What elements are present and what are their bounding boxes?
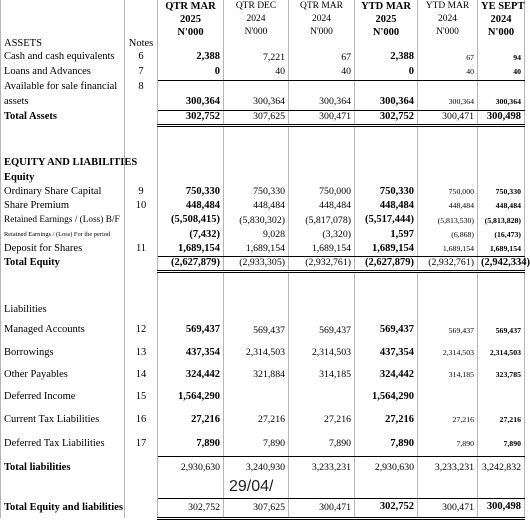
table-row: Deposit for Shares 11 1,689,154 1,689,154 1,689,154 1,689,154 1,689,154 1,689,154 xyxy=(1,242,525,256)
grand-total-row: Total Equity and liabilities 302,752 307,625 300,471 302,752 300,471 300,498 xyxy=(1,498,525,518)
cutoff-date-text: 29/04/ xyxy=(229,478,274,495)
section-heading-row xyxy=(1,155,525,171)
table-row: Deferred Tax Liabilities 17 7,890 7,890 7,890 7,890 7,890 7,890 xyxy=(1,432,525,456)
total-liabilities-row: Total liabilities 2,930,630 3,240,930 3,233,231 2,930,630 3,233,231 3,242,832 xyxy=(1,456,525,480)
equity-liabilities-heading: EQUITY AND LIABILITIES xyxy=(1,155,125,171)
table-row: Ordinary Share Capital 9 750,330 750,330 750,000 750,330 750,000 750,330 xyxy=(1,185,525,199)
column-header: QTR MAR 2025 N'000 xyxy=(158,0,224,50)
total-equity-row: Total Equity (2,627,879) (2,933,305) (2,932,761) (2,627,879) (2,932,761) (2,942,334) xyxy=(1,256,525,271)
table-row: Cash and cash equivalents 6 2,388 7,221 67 2,388 67 94 xyxy=(1,50,525,65)
table-row: Retained Earnings / (Loss) B/F (5,508,415) (5,830,302) (5,817,078) (5,517,444) (5,813,530) (5,813,828) xyxy=(1,213,525,228)
table-row: Other Payables 14 324,442 321,884 314,185 324,442 314,185 323,785 xyxy=(1,364,525,386)
table-row: Managed Accounts 12 569,437 569,437 569,437 569,437 569,437 569,437 xyxy=(1,319,525,342)
section-heading-row xyxy=(1,171,525,185)
table-row: Borrowings 13 437,354 2,314,503 2,314,503 437,354 2,314,503 2,314,503 xyxy=(1,342,525,364)
header-row xyxy=(1,0,525,50)
liabilities-heading: Liabilities xyxy=(1,301,125,319)
notes-heading: Notes xyxy=(125,0,158,50)
equity-subheading: Equity xyxy=(1,171,125,185)
column-header: YTD MAR 2025 N'000 xyxy=(355,0,418,50)
table-row: Retained Earnings / (Loss) For the period (7,432) 9,028 (3,320) 1,597 (6,868) (16,473) xyxy=(1,228,525,242)
table-row: Share Premium 10 448,484 448,484 448,484 448,484 448,484 448,484 xyxy=(1,199,525,213)
column-header: QTR MAR 2024 N'000 xyxy=(289,0,355,50)
section-heading-row xyxy=(1,301,525,319)
table-row: Deferred Income 15 1,564,290 1,564,290 xyxy=(1,386,525,408)
table-row: assets 300,364 300,364 300,364 300,364 300,364 300,364 xyxy=(1,94,525,110)
table-row: Available for sale financial 8 xyxy=(1,80,525,94)
column-header: QTR DEC 2024 N'000 xyxy=(224,0,289,50)
table-row: Current Tax Liabilities 16 27,216 27,216 27,216 27,216 27,216 27,216 xyxy=(1,408,525,432)
total-assets-row: Total Assets 302,752 307,625 300,471 302,752 300,471 300,498 xyxy=(1,110,525,125)
column-header: YTD MAR 2024 N'000 xyxy=(418,0,478,50)
table-row: Loans and Advances 7 0 40 40 0 40 40 xyxy=(1,65,525,80)
column-header: YE SEPT 2024 N'000 xyxy=(478,0,525,50)
assets-heading: ASSETS xyxy=(1,0,125,50)
